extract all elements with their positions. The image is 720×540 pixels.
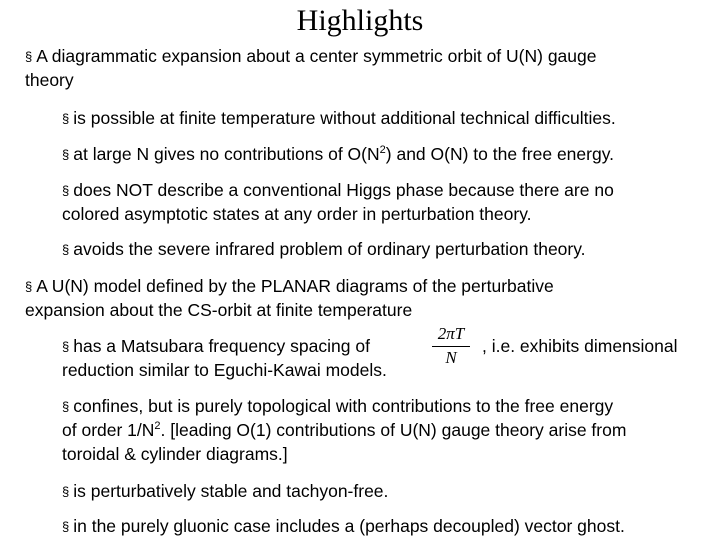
item-5-line-2: reduction similar to Eguchi-Kawai models. <box>62 360 387 380</box>
bullet-icon: § <box>62 147 70 162</box>
item-8 <box>62 515 625 539</box>
item-4-text: avoids the severe infrared problem of ordinary perturbation theory. <box>73 239 586 259</box>
section-2-line-2: expansion about the CS-orbit at finite temperature <box>25 300 413 320</box>
item-5-line-1-pre <box>62 335 370 359</box>
item-4 <box>62 238 586 262</box>
bullet-icon: § <box>62 339 70 354</box>
bullet-icon: § <box>62 519 70 534</box>
bullet-icon: § <box>62 484 70 499</box>
item-1 <box>62 107 616 131</box>
bullet-icon: § <box>62 183 70 198</box>
matsubara-fraction <box>432 323 470 369</box>
item-2 <box>62 143 614 167</box>
section-2-line-1 <box>25 275 554 299</box>
item-3-text: does NOT describe a conventional Higgs phase because there are no <box>73 180 614 200</box>
bullet-icon: § <box>25 279 33 294</box>
bullet-icon: § <box>62 399 70 414</box>
section-2-text: A U(N) model defined by the PLANAR diagrams of the perturbative <box>36 276 554 296</box>
item-7-text: is perturbatively stable and tachyon-free. <box>73 481 389 501</box>
section-1-line-2: theory <box>25 70 74 90</box>
item-6-line-3: toroidal & cylinder diagrams.] <box>62 444 288 464</box>
item-6-sup: 2 <box>154 420 161 432</box>
section-1-line-1 <box>25 45 597 69</box>
item-3-line-1 <box>62 179 614 203</box>
section-1-text: A diagrammatic expansion about a center symmetric orbit of U(N) gauge <box>36 46 597 66</box>
item-6-line-2-pre: of order 1/N <box>62 420 155 440</box>
item-6-line-2-post: . [leading O(1) contributions of U(N) gauge theory arise from <box>160 420 627 440</box>
fraction-denominator: N <box>445 348 457 367</box>
item-5-line-1-post: , i.e. exhibits dimensional <box>482 336 678 356</box>
item-2-pre: at large N gives no contributions of O(N <box>73 144 380 164</box>
fraction-numerator: 2πT <box>437 324 465 343</box>
slide-title: Highlights <box>296 4 424 37</box>
item-6-text: confines, but is purely topological with contributions to the free energy <box>73 396 614 416</box>
item-2-post: ) and O(N) to the free energy. <box>385 144 615 164</box>
bullet-icon: § <box>62 242 70 257</box>
bullet-icon: § <box>25 49 33 64</box>
item-5-text: has a Matsubara frequency spacing of <box>73 336 370 356</box>
item-2-sup: 2 <box>379 144 386 156</box>
item-6-line-2 <box>62 419 626 441</box>
item-8-text: in the purely gluonic case includes a (perhaps decoupled) vector ghost. <box>73 516 625 536</box>
bullet-icon: § <box>62 111 70 126</box>
item-1-text: is possible at finite temperature without additional technical difficulties. <box>73 108 616 128</box>
item-3-line-2: colored asymptotic states at any order in perturbation theory. <box>62 204 532 224</box>
item-6-line-1 <box>62 395 613 419</box>
item-7 <box>62 480 388 504</box>
